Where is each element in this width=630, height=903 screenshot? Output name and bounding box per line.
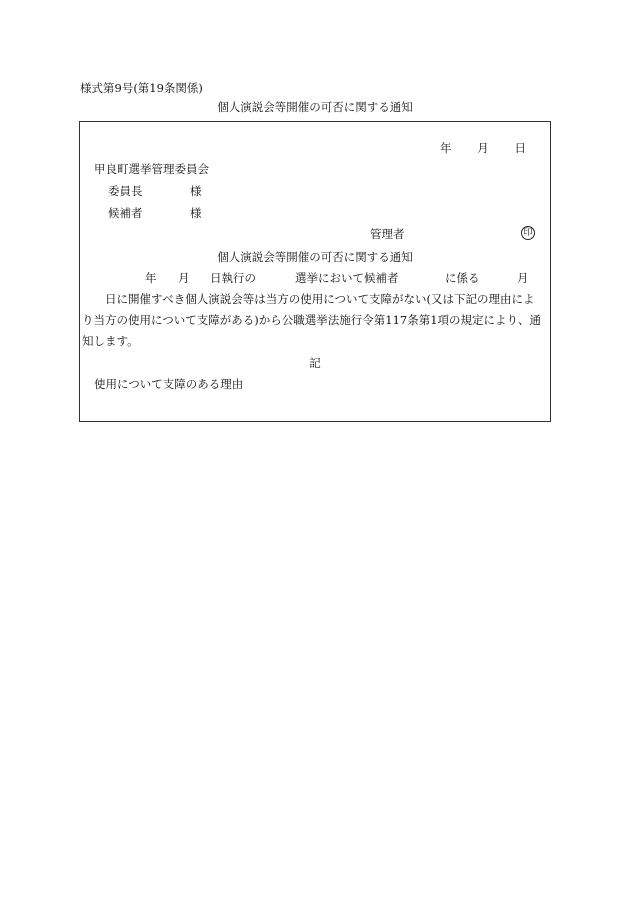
date-year: 年: [440, 141, 452, 155]
manager-label: 管理者: [370, 227, 405, 241]
body-line-3: 知します。: [82, 334, 139, 348]
line1-election: 選挙において候補者: [295, 271, 399, 285]
date-line: [440, 141, 526, 155]
line1-year: 年: [145, 271, 157, 285]
line1-month2: 月: [517, 271, 529, 285]
ki-heading: 記: [309, 356, 321, 370]
notice-title: 個人演説会等開催の可否に関する通知: [217, 250, 413, 264]
line1-day-exec: 日執行の: [210, 271, 256, 285]
addressee-committee: 甲良町選挙管理委員会: [94, 162, 209, 176]
line1-related: に係る: [445, 271, 480, 285]
form-number: 様式第9号(第19条関係): [80, 81, 203, 95]
reason-label: 使用について支障のある理由: [94, 377, 244, 391]
addressee-candidate: 候補者: [108, 206, 143, 220]
chair-honorific: 様: [190, 184, 202, 198]
line1-month: 月: [178, 271, 190, 285]
body-line-2: り当方の使用について支障がある)から公職選挙法施行令第117条第1項の規定により、通: [82, 313, 542, 327]
body-line-1: 日に開催すべき個人演説会等は当方の使用について支障がない(又は下記の理由によ: [105, 292, 535, 306]
addressee-chair: 委員長: [108, 184, 143, 198]
date-month: 月: [477, 141, 489, 155]
notice-body: [82, 289, 548, 352]
seal-icon: 印: [521, 226, 535, 240]
candidate-honorific: 様: [190, 206, 202, 220]
document-title: 個人演説会等開催の可否に関する通知: [217, 100, 413, 114]
date-day: 日: [514, 141, 526, 155]
